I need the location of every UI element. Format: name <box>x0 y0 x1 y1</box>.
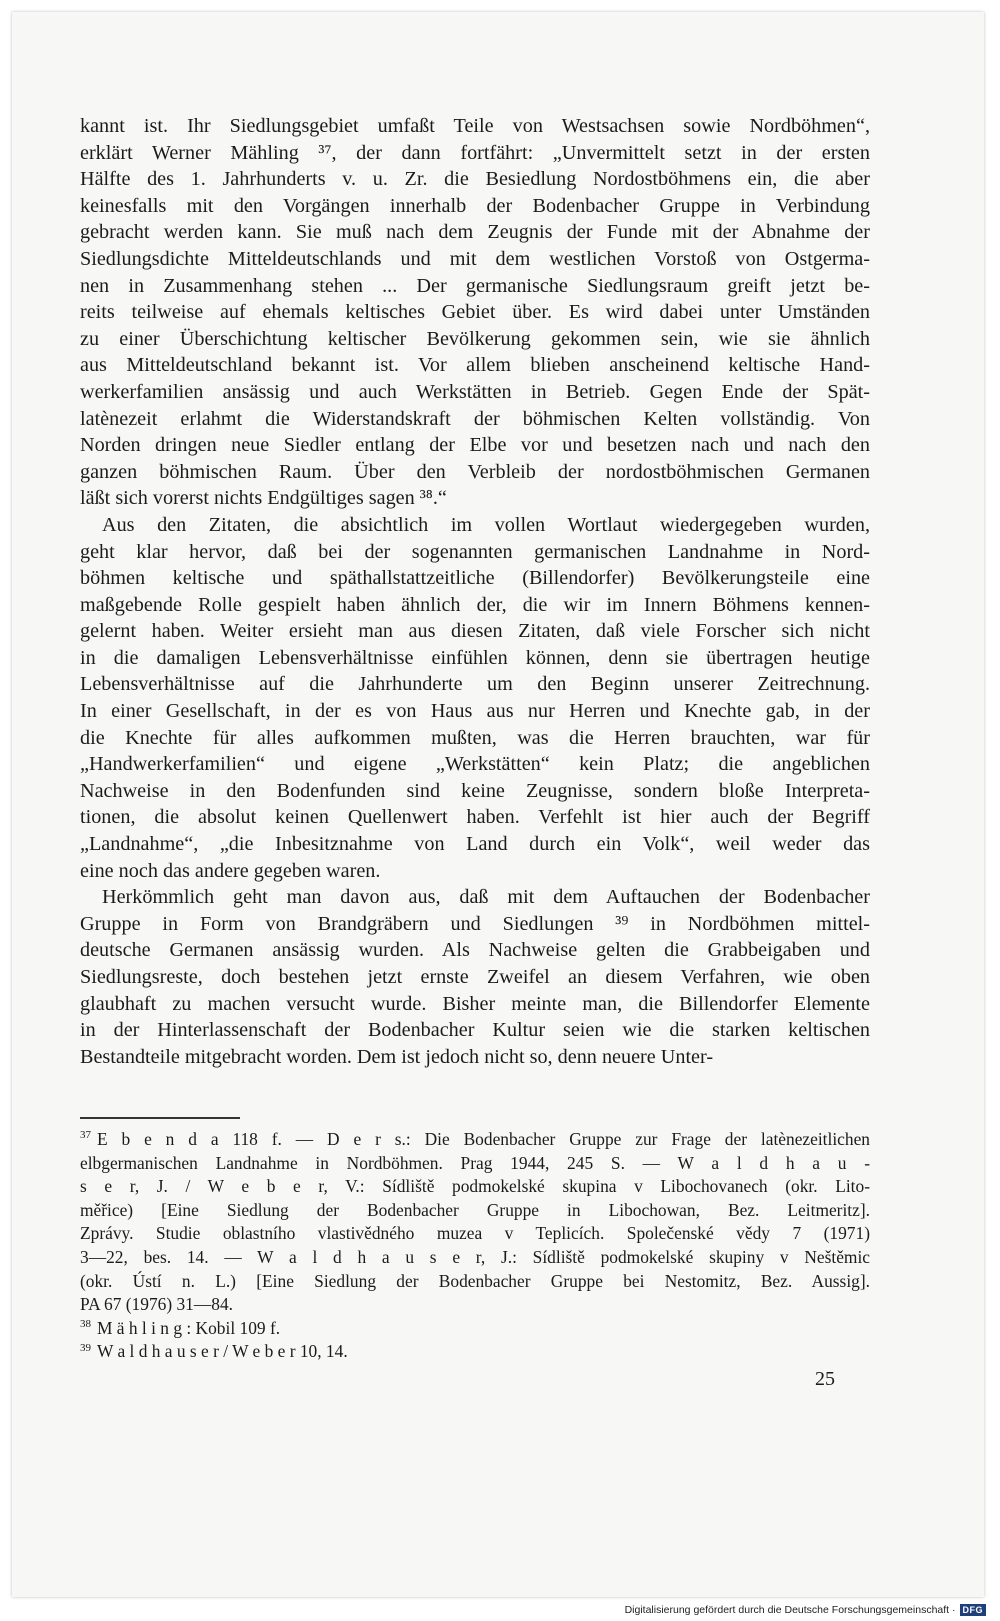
p3-line: glaubhaft zu machen versucht wurde. Bisher meinte man, die Billendorfer Elemente <box>80 992 870 1015</box>
p3-line: Bestandteile mitgebracht worden. Dem ist jedoch nicht so, denn neuere Unter- <box>80 1045 714 1068</box>
footnote-39-text: W a l d h a u s e r / W e b e r 10, 14. <box>97 1341 348 1362</box>
footnote-37-text: PA 67 (1976) 31—84. <box>80 1294 233 1315</box>
footer-text: Digitalisierung gefördert durch die Deutsche Forschungsgemeinschaft · <box>624 1604 956 1616</box>
footnote-37-number: 37 <box>80 1129 91 1142</box>
p1-line: Norden dringen neue Siedler entlang der Elbe vor und besetzen nach und nach den <box>80 434 870 457</box>
p1-line: zu einer Überschichtung keltischer Bevölkerung gekommen sein, wie sie ähnlich <box>80 327 870 350</box>
footnote-37 <box>80 1128 870 1317</box>
p1-line: läßt sich vorerst nichts Endgültiges sagen ³⁸.“ <box>80 487 447 510</box>
footnote-39 <box>80 1340 870 1364</box>
p2-line: tionen, die absolut keinen Quellenwert haben. Verfehlt ist hier auch der Begriff <box>80 806 870 829</box>
footnote-37-line <box>80 1199 870 1223</box>
footnote-37-line <box>80 1222 870 1246</box>
p1-line: kannt ist. Ihr Siedlungsgebiet umfaßt Teile von Westsachsen sowie Nordböhmen“, <box>80 115 870 137</box>
footnote-38-number: 38 <box>80 1317 91 1330</box>
p1-line: latènezeit erlahmt die Widerstandskraft der böhmischen Kelten vollständig. Von <box>80 407 870 430</box>
p2-line: eine noch das andere gegeben waren. <box>80 859 381 882</box>
dfg-logo: DFG <box>960 1604 987 1616</box>
footnote-37-text: měřice) [Eine Siedlung der Bodenbacher Gruppe in Libochowan, Bez. Leitmeritz]. <box>80 1199 870 1220</box>
p2-line: maßgebende Rolle gespielt haben ähnlich der, die wir im Innern Böhmens kennen- <box>80 593 870 616</box>
p2-line: geht klar hervor, daß bei der sogenannten germanischen Landnahme in Nord- <box>80 540 870 563</box>
paragraph-3 <box>80 884 870 1070</box>
p2-line: in die damaligen Lebensverhältnisse einfühlen können, denn sie übertragen heutige <box>80 646 870 669</box>
p2-line: Aus den Zitaten, die absichtlich im vollen Wortlaut wiedergegeben wurden, <box>102 513 870 536</box>
footnote-37-line <box>80 1128 870 1152</box>
p2-line: böhmen keltische und späthallstattzeitliche (Billendorfer) Bevölkerungsteile eine <box>80 567 870 590</box>
p2-line: gelernt haben. Weiter ersieht man aus diesen Zitaten, daß viele Forscher sich nicht <box>80 620 870 643</box>
footnote-37-text: Zprávy. Studie oblastního vlastivědného muzea v Teplicích. Společenské vědy 7 (1971) <box>80 1223 870 1244</box>
p1-line: keinesfalls mit den Vorgängen innerhalb der Bodenbacher Gruppe in Verbindung <box>80 194 870 217</box>
paragraph-2 <box>80 512 870 884</box>
p2-line: „Handwerkerfamilien“ und eigene „Werkstätten“ kein Platz; die angeblichen <box>80 753 870 776</box>
footnote-37-text: s e r, J. / W e b e r, V.: Sídliště podmokelské skupina v Libochovanech (okr. Lito- <box>80 1176 870 1197</box>
p1-line: Hälfte des 1. Jahrhunderts v. u. Zr. die Besiedlung Nordostböhmens ein, die aber <box>80 168 870 191</box>
footnote-37-text: elbgermanischen Landnahme in Nordböhmen. Prag 1944, 245 S. — W a l d h a u - <box>80 1152 870 1173</box>
p1-line: reits teilweise auf ehemals keltisches Gebiet über. Es wird dabei unter Umständen <box>80 301 870 324</box>
p1-line: aus Mitteldeutschland bekannt ist. Vor allem blieben anscheinend keltische Hand- <box>80 354 870 377</box>
footnote-37-text: 3—22, bes. 14. — W a l d h a u s e r, J.: Sídliště podmokelské skupiny v Neštěmic <box>80 1246 870 1267</box>
digitization-footer <box>625 1603 986 1617</box>
p2-line: „Landnahme“, „die Inbesitznahme von Land durch ein Volk“, weil weder das <box>80 833 870 856</box>
footnote-38-text: M ä h l i n g : Kobil 109 f. <box>97 1317 281 1338</box>
footnote-37-text: (okr. Ústí n. L.) [Eine Siedlung der Bodenbacher Gruppe bei Nestomitz, Bez. Aussig]. <box>80 1270 870 1291</box>
p1-line: erklärt Werner Mähling ³⁷, der dann fortfährt: „Unvermittelt setzt in der ersten <box>80 141 870 164</box>
p2-line: Lebensverhältnisse auf die Jahrhunderte um den Beginn unserer Zeitrechnung. <box>80 673 870 696</box>
p3-line: deutsche Germanen ansässig wurden. Als Nachweise gelten die Grabbeigaben und <box>80 939 870 962</box>
p3-line: in der Hinterlassenschaft der Bodenbacher Kultur seien wie die starken keltischen <box>80 1019 870 1042</box>
page-number: 25 <box>815 1368 835 1390</box>
body-text <box>80 113 870 1070</box>
p1-line: werkerfamilien ansässig und auch Werkstätten in Betrieb. Gegen Ende der Spät- <box>80 380 870 403</box>
footnote-37-line <box>80 1152 870 1176</box>
p1-line: ganzen böhmischen Raum. Über den Verbleib der nordostböhmischen Germanen <box>80 460 870 483</box>
p3-line: Herkömmlich geht man davon aus, daß mit dem Auftauchen der Bodenbacher <box>102 886 870 909</box>
paragraph-1 <box>80 113 870 512</box>
p1-line: nen in Zusammenhang stehen ... Der germanische Siedlungsraum greift jetzt be- <box>80 274 870 297</box>
p3-line: Gruppe in Form von Brandgräbern und Siedlungen ³⁹ in Nordböhmen mittel- <box>80 912 870 935</box>
footnote-rule <box>80 1117 240 1119</box>
footnote-38 <box>80 1317 870 1341</box>
p3-line: Siedlungsreste, doch bestehen jetzt ernste Zweifel an diesem Verfahren, wie oben <box>80 966 870 988</box>
p2-line: die Knechte für alles aufkommen mußten, was die Herren brauchten, war für <box>80 726 870 749</box>
p1-line: gebracht werden kann. Sie muß nach dem Zeugnis der Funde mit der Abnahme der <box>80 221 870 244</box>
footnote-39-number: 39 <box>80 1341 91 1354</box>
p2-line: In einer Gesellschaft, in der es von Haus aus nur Herren und Knechte gab, in der <box>80 700 870 723</box>
footnote-37-line <box>80 1246 870 1270</box>
p1-line: Siedlungsdichte Mitteldeutschlands und mit dem westlichen Vorstoß von Ostgerma- <box>80 247 870 270</box>
footnote-37-text: E b e n d a 118 f. — D e r s.: Die Bodenbacher Gruppe zur Frage der latènezeitlichen <box>97 1129 870 1149</box>
footnotes <box>80 1128 870 1364</box>
footnote-37-line <box>80 1270 870 1294</box>
p2-line: Nachweise in den Bodenfunden sind keine Zeugnisse, sondern bloße Interpreta- <box>80 779 870 802</box>
footnote-37-line <box>80 1175 870 1199</box>
footnote-37-line <box>80 1293 870 1317</box>
